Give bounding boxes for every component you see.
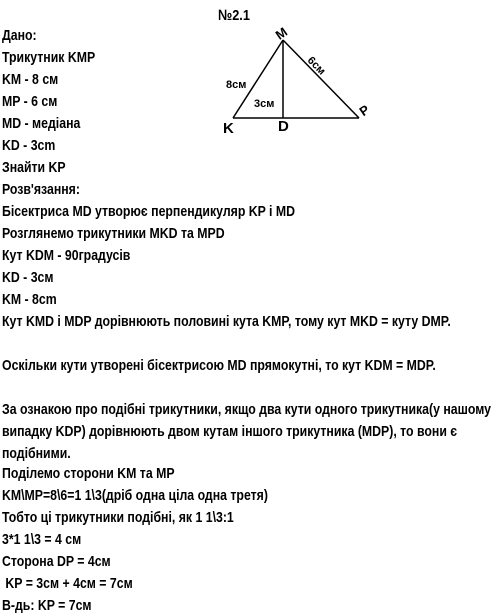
vertex-m-label: M xyxy=(272,24,291,43)
text-line: Кут KDM - 90градусів xyxy=(2,247,131,264)
vertex-p-label: P xyxy=(356,101,373,120)
text-line: Розв'язання: xyxy=(2,181,80,198)
text-line: Розглянемо трикутники MKD та MPD xyxy=(2,225,225,242)
text-line: Бісектриса MD утворює перпендикуляр KP і MD xyxy=(2,203,295,220)
text-line: 3*1 1\3 = 4 см xyxy=(2,531,82,548)
text-line: В-дь: KP = 7см xyxy=(2,597,92,614)
text-line: Знайти KP xyxy=(2,159,66,176)
text-line: MP - 6 см xyxy=(2,93,58,110)
side-mp-line xyxy=(283,40,359,118)
text-line: MD - медіана xyxy=(2,115,81,132)
text-line: KP = 3см + 4см = 7см xyxy=(2,575,133,592)
text-paragraph: За ознакою про подібні трикутники, якщо два кути одного трикутника(у нашому випадку KDP) дорівнюють двом кутам іншого трикутника (MDP), то вони є подібними. xyxy=(2,401,492,462)
text-line: Дано: xyxy=(2,27,37,44)
text-line: Трикутник KMP xyxy=(2,49,96,66)
side-mp-label: 6см xyxy=(304,54,328,78)
text-line: KM - 8 см xyxy=(2,71,59,88)
vertex-d-label: D xyxy=(278,118,289,135)
text-line: KM\MP=8\6=1 1\3(дріб одна ціла одна третя) xyxy=(2,487,268,504)
side-km-label: 8см xyxy=(226,79,247,91)
problem-number: №2.1 xyxy=(218,7,250,24)
text-line: Тобто ці трикутники подібні, як 1 1\3:1 xyxy=(2,509,234,526)
text-paragraph: Кут KMD і MDP дорівнюють половині кута KMP, тому кут MKD = куту DMP. xyxy=(2,313,451,330)
text-line: Сторона DP = 4см xyxy=(2,553,111,570)
text-line: KD - 3см xyxy=(2,269,54,286)
text-line: Поділемо сторони KM та MP xyxy=(2,465,175,482)
text-line: KD - 3cm xyxy=(2,137,56,154)
text-line: KM - 8cm xyxy=(2,291,57,308)
vertex-k-label: K xyxy=(223,120,234,137)
text-paragraph: Оскільки кути утворені бісектрисою MD прямокутні, то кут KDM = MDP. xyxy=(2,357,436,374)
side-kd-label: 3см xyxy=(254,98,275,110)
